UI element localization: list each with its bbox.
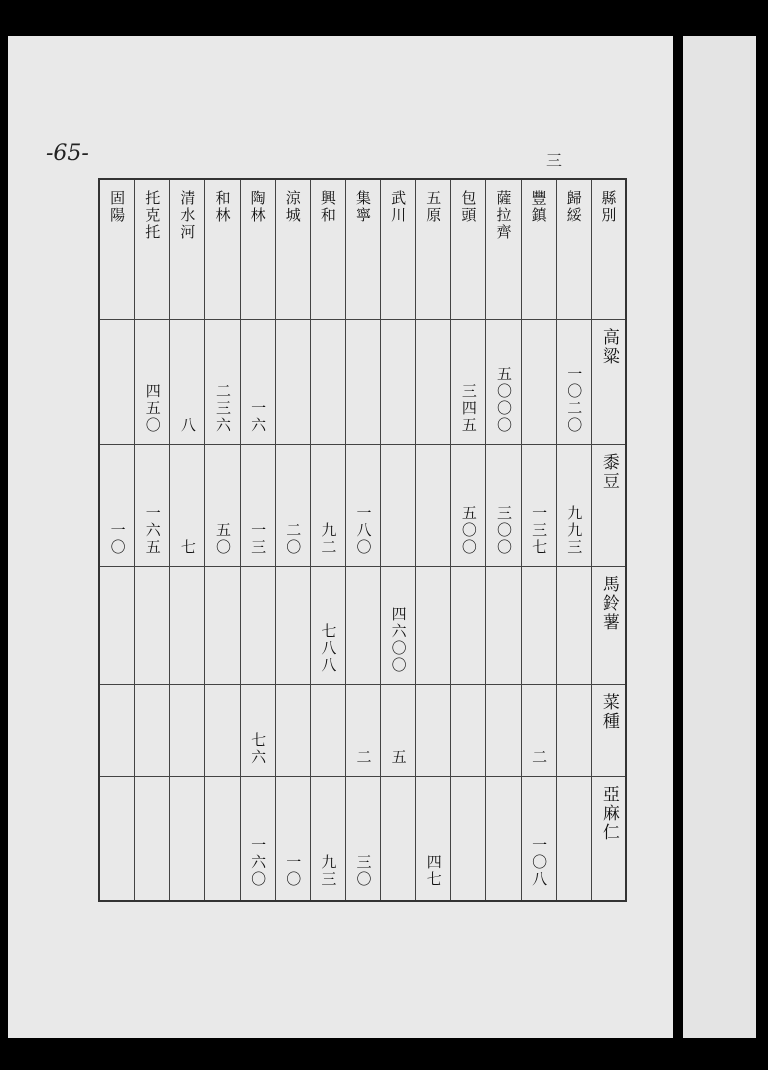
county-column	[135, 180, 170, 900]
facing-page-edge	[683, 36, 756, 1038]
county-name: 歸綏	[564, 190, 583, 224]
value-cell	[522, 567, 556, 685]
value-cell	[311, 320, 345, 445]
value: 七八八	[319, 623, 338, 674]
county-name: 托克托	[143, 190, 162, 241]
value-cell	[205, 685, 239, 777]
crop-header: 亞麻仁	[598, 785, 619, 842]
county-column	[451, 180, 486, 900]
value-cell	[135, 567, 169, 685]
crop-table	[98, 178, 627, 902]
value-cell	[522, 777, 556, 898]
crop-header-cell	[592, 567, 625, 685]
county-column	[241, 180, 276, 900]
value-cell	[241, 777, 275, 898]
value: 二	[530, 749, 549, 766]
value-cell	[522, 685, 556, 777]
value-cell	[100, 320, 134, 445]
value: 一〇二〇	[565, 366, 584, 434]
value-cell	[135, 685, 169, 777]
county-name: 清水河	[178, 190, 197, 241]
value-cell	[276, 685, 310, 777]
value: 四七	[424, 854, 443, 888]
value-cell	[381, 445, 415, 567]
value-cell	[486, 777, 520, 898]
county-name-cell	[276, 180, 310, 320]
value-cell	[311, 777, 345, 898]
value-cell	[276, 320, 310, 445]
value: 一〇	[108, 522, 127, 556]
value-cell	[135, 320, 169, 445]
value-cell	[557, 567, 591, 685]
county-name-cell	[381, 180, 415, 320]
value: 五	[389, 749, 408, 766]
value: 二〇	[284, 522, 303, 556]
value-cell	[100, 685, 134, 777]
county-name-cell	[451, 180, 485, 320]
county-column	[416, 180, 451, 900]
county-name: 涼城	[283, 190, 302, 224]
county-column	[276, 180, 311, 900]
county-name: 陶林	[248, 190, 267, 224]
value-cell	[451, 685, 485, 777]
county-name: 武川	[389, 190, 408, 224]
value-cell	[416, 567, 450, 685]
value-cell	[557, 445, 591, 567]
header-column	[592, 180, 627, 900]
county-name: 薩拉齊	[494, 190, 513, 241]
row-header-cell	[592, 180, 625, 320]
value-cell	[276, 445, 310, 567]
county-name: 和林	[213, 190, 232, 224]
value-cell	[451, 777, 485, 898]
row-header: 縣別	[599, 190, 618, 224]
value-cell	[170, 777, 204, 898]
crop-header-cell	[592, 777, 625, 898]
value-cell	[276, 777, 310, 898]
value: 一三七	[530, 505, 549, 556]
value: 一〇八	[530, 837, 549, 888]
county-column	[170, 180, 205, 900]
county-column	[311, 180, 346, 900]
value-cell	[381, 685, 415, 777]
value-cell	[241, 445, 275, 567]
page-mark: 三	[546, 151, 563, 170]
value: 一六	[249, 400, 268, 434]
county-column	[100, 180, 135, 900]
value: 八	[178, 417, 197, 434]
value-cell	[522, 445, 556, 567]
value-cell	[311, 685, 345, 777]
value: 三〇	[354, 854, 373, 888]
crop-header: 黍豆	[598, 453, 619, 491]
value-cell	[451, 445, 485, 567]
value-cell	[170, 567, 204, 685]
county-name: 豐鎮	[529, 190, 548, 224]
value-cell	[486, 567, 520, 685]
county-column	[346, 180, 381, 900]
value: 二三六	[214, 383, 232, 434]
value-cell	[241, 685, 275, 777]
county-name-cell	[311, 180, 345, 320]
county-name: 興和	[318, 190, 337, 224]
value-cell	[241, 567, 275, 685]
value-cell	[416, 685, 450, 777]
county-name: 固陽	[108, 190, 127, 224]
value-cell	[170, 445, 204, 567]
county-name: 包頭	[459, 190, 478, 224]
county-name-cell	[241, 180, 275, 320]
value-cell	[381, 567, 415, 685]
value-cell	[170, 320, 204, 445]
county-name-cell	[346, 180, 380, 320]
value: 一三	[249, 522, 268, 556]
value: 九九三	[565, 505, 584, 556]
county-column	[486, 180, 521, 900]
value-cell	[346, 777, 380, 898]
value-cell	[557, 777, 591, 898]
crop-header: 菜種	[598, 693, 619, 731]
value-cell	[522, 320, 556, 445]
value-cell	[486, 320, 520, 445]
value: 四六〇〇	[389, 606, 408, 674]
county-column	[205, 180, 240, 900]
value: 九三	[319, 854, 338, 888]
value-cell	[346, 445, 380, 567]
value-cell	[416, 445, 450, 567]
value-cell	[311, 445, 345, 567]
value: 五〇〇	[459, 505, 478, 556]
county-column	[522, 180, 557, 900]
value-cell	[205, 320, 239, 445]
county-name: 集寧	[354, 190, 372, 224]
value-cell	[557, 685, 591, 777]
county-name-cell	[135, 180, 169, 320]
county-name: 五原	[424, 190, 443, 224]
page-number: -65-	[46, 141, 89, 166]
county-name-cell	[557, 180, 591, 320]
crop-header: 高粱	[598, 328, 619, 366]
value-cell	[416, 320, 450, 445]
crop-header-cell	[592, 320, 625, 445]
value: 四五〇	[143, 383, 162, 434]
value-cell	[557, 320, 591, 445]
value: 三〇〇	[495, 505, 513, 556]
value-cell	[241, 320, 275, 445]
value: 一六五	[143, 505, 162, 556]
value-cell	[381, 320, 415, 445]
county-column	[381, 180, 416, 900]
crop-header: 馬鈴薯	[598, 575, 619, 632]
value-cell	[381, 777, 415, 898]
county-name-cell	[170, 180, 204, 320]
county-name-cell	[416, 180, 450, 320]
value-cell	[346, 685, 380, 777]
value-cell	[486, 685, 520, 777]
value-cell	[451, 567, 485, 685]
value: 九二	[319, 522, 338, 556]
crop-header-cell	[592, 445, 625, 567]
value-cell	[311, 567, 345, 685]
value-cell	[346, 567, 380, 685]
value-cell	[205, 445, 239, 567]
value-cell	[100, 567, 134, 685]
value-cell	[205, 777, 239, 898]
county-name-cell	[486, 180, 520, 320]
value: 二	[354, 749, 373, 766]
value-cell	[135, 445, 169, 567]
value: 五〇〇〇	[495, 366, 513, 434]
county-name-cell	[205, 180, 239, 320]
value-cell	[416, 777, 450, 898]
value: 七六	[249, 732, 268, 766]
value: 七	[178, 539, 197, 556]
value: 一八〇	[354, 505, 373, 556]
county-name-cell	[100, 180, 134, 320]
value-cell	[170, 685, 204, 777]
value-cell	[346, 320, 380, 445]
value-cell	[276, 567, 310, 685]
value: 一六〇	[249, 837, 268, 888]
value-cell	[486, 445, 520, 567]
value-cell	[135, 777, 169, 898]
crop-header-cell	[592, 685, 625, 777]
county-name-cell	[522, 180, 556, 320]
value-cell	[100, 777, 134, 898]
value: 三四五	[459, 383, 478, 434]
value-cell	[451, 320, 485, 445]
value: 一〇	[284, 854, 303, 888]
value: 五〇	[214, 522, 232, 556]
county-column	[557, 180, 592, 900]
value-cell	[100, 445, 134, 567]
value-cell	[205, 567, 239, 685]
